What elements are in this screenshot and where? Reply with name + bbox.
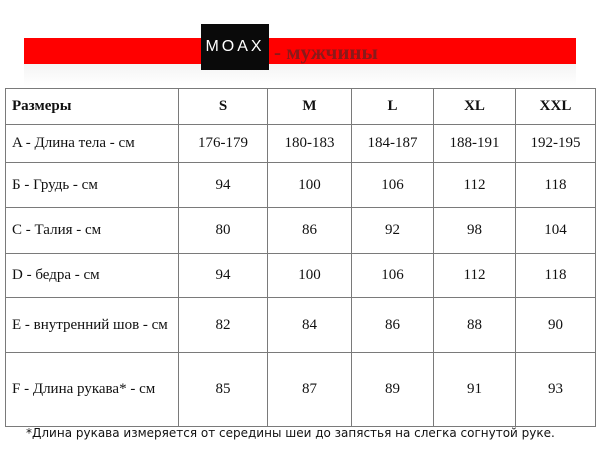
table-row bbox=[6, 163, 596, 208]
table-cell: 112 bbox=[434, 163, 516, 208]
table-row bbox=[6, 254, 596, 298]
header-cell-xl: XL bbox=[434, 89, 516, 125]
brand-name: MOAX bbox=[205, 38, 265, 55]
header-cell-s: S bbox=[179, 89, 268, 125]
size-chart-table bbox=[5, 88, 596, 427]
row-label: E - внутренний шов - см bbox=[6, 298, 179, 353]
table-cell: 106 bbox=[352, 254, 434, 298]
header-cell-sizes: Размеры bbox=[6, 89, 179, 125]
table-row bbox=[6, 125, 596, 163]
table-row bbox=[6, 298, 596, 353]
sleeve-length-footnote: *Длина рукава измеряется от середины шеи до запястья на слегка согнутой руке. bbox=[26, 426, 555, 440]
table-cell: 84 bbox=[268, 298, 352, 353]
brand-logo bbox=[201, 24, 269, 70]
table-cell: 88 bbox=[434, 298, 516, 353]
table-cell: 87 bbox=[268, 353, 352, 427]
gender-label: - мужчины bbox=[274, 40, 378, 64]
table-cell: 94 bbox=[179, 163, 268, 208]
table-header-row bbox=[6, 89, 596, 125]
table-cell: 82 bbox=[179, 298, 268, 353]
row-label: D - бедра - см bbox=[6, 254, 179, 298]
table-cell: 86 bbox=[268, 208, 352, 254]
table-row bbox=[6, 208, 596, 254]
table-cell: 93 bbox=[516, 353, 596, 427]
table-cell: 98 bbox=[434, 208, 516, 254]
table-row bbox=[6, 353, 596, 427]
table-cell: 100 bbox=[268, 254, 352, 298]
table-cell: 100 bbox=[268, 163, 352, 208]
table-cell: 104 bbox=[516, 208, 596, 254]
banner-shadow bbox=[24, 64, 576, 86]
row-label: Б - Грудь - см bbox=[6, 163, 179, 208]
row-label: A - Длина тела - см bbox=[6, 125, 179, 163]
table-cell: 112 bbox=[434, 254, 516, 298]
table-cell: 180-183 bbox=[268, 125, 352, 163]
table-cell: 80 bbox=[179, 208, 268, 254]
table-cell: 118 bbox=[516, 163, 596, 208]
table-cell: 90 bbox=[516, 298, 596, 353]
row-label: F - Длина рукава* - см bbox=[6, 353, 179, 427]
table-cell: 176-179 bbox=[179, 125, 268, 163]
table-cell: 94 bbox=[179, 254, 268, 298]
row-label: C - Талия - см bbox=[6, 208, 179, 254]
table-cell: 184-187 bbox=[352, 125, 434, 163]
table-cell: 91 bbox=[434, 353, 516, 427]
table-cell: 106 bbox=[352, 163, 434, 208]
table-cell: 89 bbox=[352, 353, 434, 427]
header-cell-xxl: XXL bbox=[516, 89, 596, 125]
table-cell: 192-195 bbox=[516, 125, 596, 163]
header-cell-m: M bbox=[268, 89, 352, 125]
table-cell: 92 bbox=[352, 208, 434, 254]
table-cell: 118 bbox=[516, 254, 596, 298]
table-cell: 188-191 bbox=[434, 125, 516, 163]
table-cell: 85 bbox=[179, 353, 268, 427]
table-cell: 86 bbox=[352, 298, 434, 353]
header-cell-l: L bbox=[352, 89, 434, 125]
